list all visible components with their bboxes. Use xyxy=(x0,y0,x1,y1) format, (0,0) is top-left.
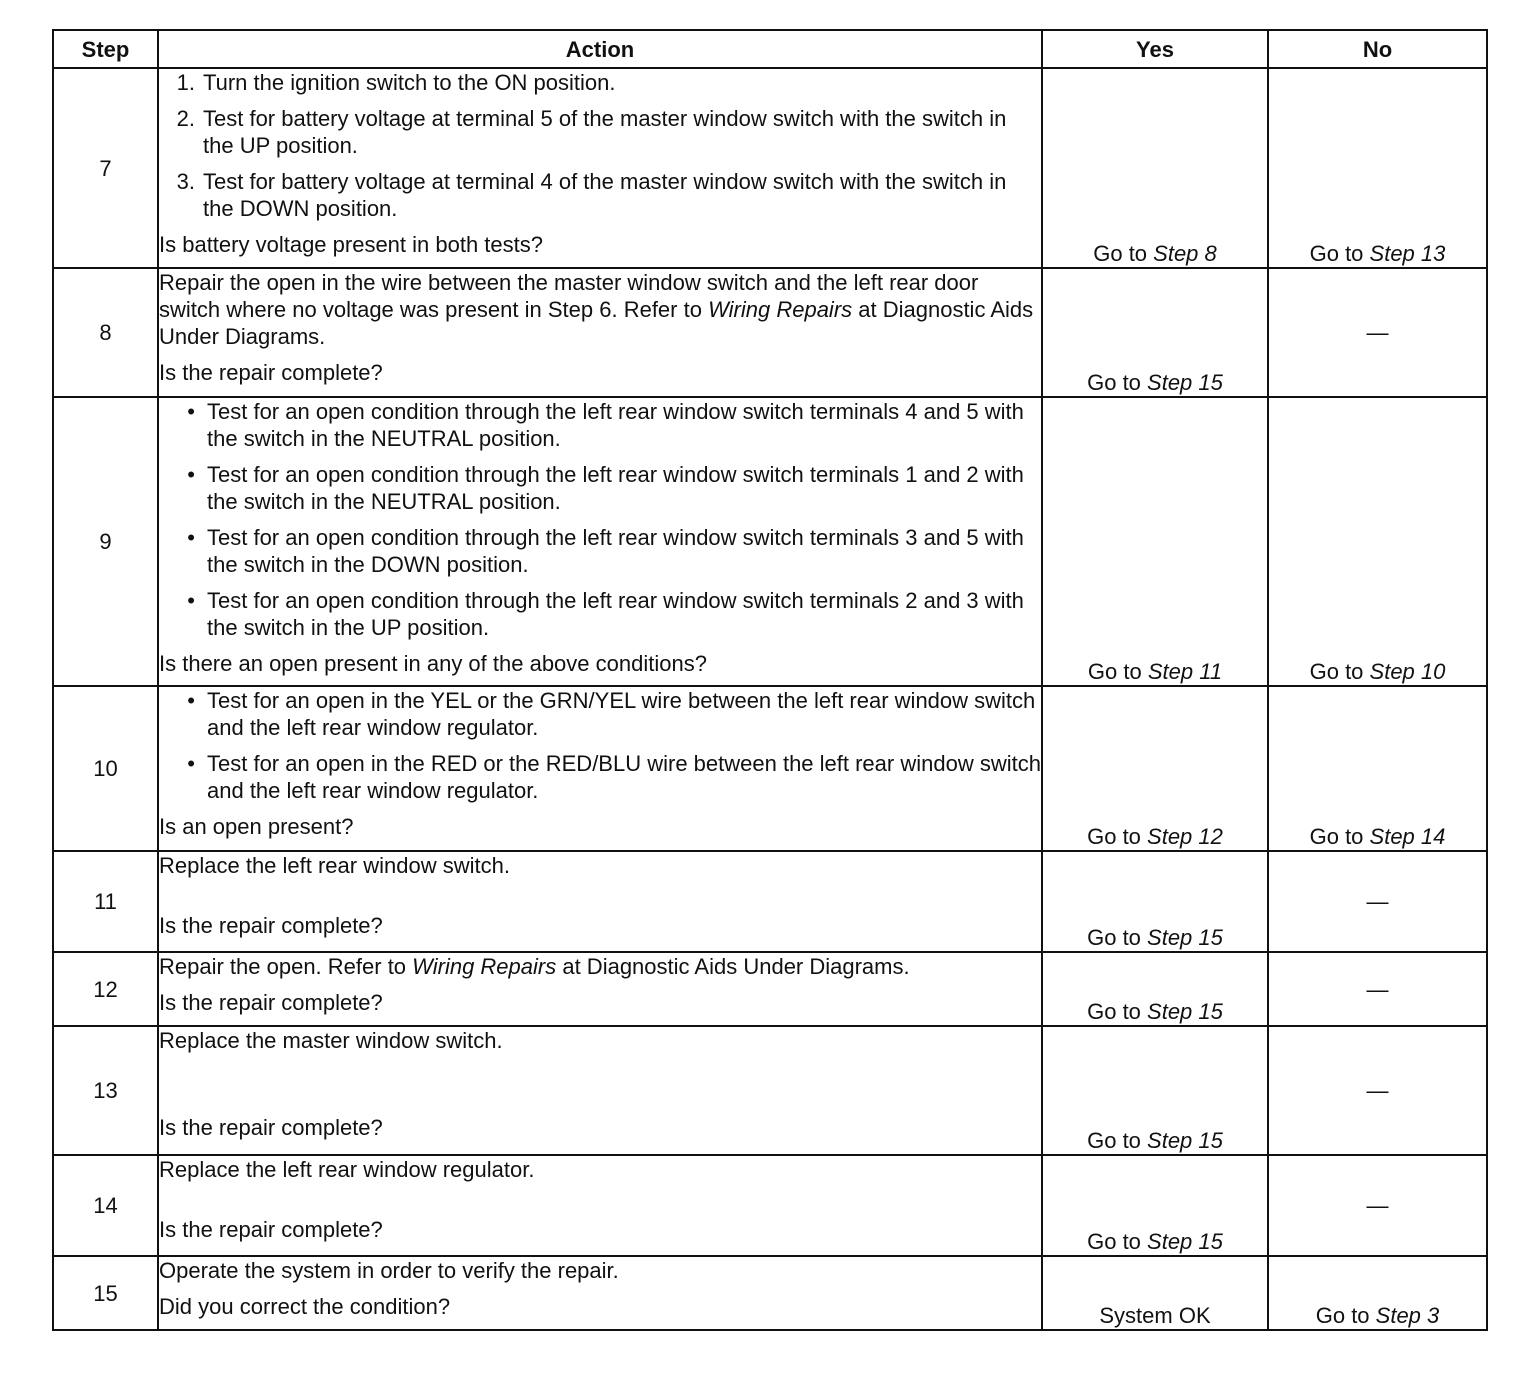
yes-cell xyxy=(1042,268,1268,397)
list-item-text: Turn the ignition switch to the ON position. xyxy=(203,70,616,95)
no-cell: — xyxy=(1268,952,1487,1026)
list-item xyxy=(159,105,1041,159)
list-marker: 2. xyxy=(176,106,195,131)
list-item xyxy=(159,461,1041,515)
table-row xyxy=(53,268,1487,397)
bullet-marker: • xyxy=(187,525,195,550)
action-cell xyxy=(158,851,1042,952)
question-text: Did you correct the condition? xyxy=(159,1294,451,1319)
step-number: 10 xyxy=(53,686,158,851)
action-paragraph: Replace the left rear window switch. xyxy=(159,853,510,878)
goto-prefix: Go to xyxy=(1087,659,1148,684)
table-row xyxy=(53,397,1487,686)
goto-prefix: Go to xyxy=(1315,1303,1376,1328)
list-item xyxy=(159,398,1041,452)
reference-title: Wiring Repairs xyxy=(412,954,557,979)
header-action: Action xyxy=(158,30,1042,68)
step-number: 8 xyxy=(53,268,158,397)
list-item-text: Test for battery voltage at terminal 4 of the master window switch with the switch in the DOWN position. xyxy=(203,169,1007,221)
list-item-text: Test for an open condition through the left rear window switch terminals 3 and 5 with the switch in the DOWN position. xyxy=(207,525,1024,577)
step-number: 11 xyxy=(53,851,158,952)
step-number: 15 xyxy=(53,1256,158,1330)
question-text: Is the repair complete? xyxy=(159,360,383,385)
question-text: Is an open present? xyxy=(159,814,354,839)
step-reference: Step 3 xyxy=(1375,1303,1440,1328)
step-reference: Step 15 xyxy=(1147,1128,1223,1153)
question-text: Is the repair complete? xyxy=(159,913,383,938)
table-row xyxy=(53,68,1487,268)
question-text: Is there an open present in any of the above conditions? xyxy=(159,651,707,676)
action-cell xyxy=(158,686,1042,851)
step-reference: Step 13 xyxy=(1369,241,1446,266)
step-reference: Step 15 xyxy=(1147,1229,1223,1254)
question-text: Is the repair complete? xyxy=(159,1115,383,1140)
yes-cell xyxy=(1042,686,1268,851)
list-item-text: Test for an open in the YEL or the GRN/YEL wire between the left rear window switch and the left rear window regulator. xyxy=(207,688,1036,740)
step-reference: Step 10 xyxy=(1369,659,1446,684)
step-reference: Step 12 xyxy=(1147,824,1223,849)
bullet-marker: • xyxy=(187,751,195,776)
bullet-marker: • xyxy=(187,462,195,487)
reference-title: Wiring Repairs xyxy=(708,297,853,322)
paragraph-text: at Diagnostic Aids Under Diagrams. xyxy=(159,297,1034,349)
yes-cell xyxy=(1042,1155,1268,1256)
diagnostic-table xyxy=(52,29,1488,1331)
step-number: 9 xyxy=(53,397,158,686)
table-row xyxy=(53,952,1487,1026)
goto-prefix: Go to xyxy=(1093,241,1154,266)
list-item xyxy=(159,69,1041,96)
action-cell xyxy=(158,397,1042,686)
no-cell xyxy=(1268,1256,1487,1330)
table-row xyxy=(53,1155,1487,1256)
no-cell: — xyxy=(1268,1155,1487,1256)
goto-prefix: Go to xyxy=(1087,1128,1148,1153)
paragraph-text: Repair the open in the wire between the master window switch and the left rear door switch where no voltage was present in Step 6. Refer to xyxy=(159,270,979,322)
list-item xyxy=(159,168,1041,222)
bullet-marker: • xyxy=(187,399,195,424)
goto-prefix: Go to xyxy=(1087,370,1148,395)
action-cell xyxy=(158,1155,1042,1256)
list-item-text: Test for battery voltage at terminal 5 of the master window switch with the switch in the UP position. xyxy=(203,106,1007,158)
no-cell xyxy=(1268,686,1487,851)
action-cell xyxy=(158,952,1042,1026)
list-item xyxy=(159,524,1041,578)
step-reference: Step 15 xyxy=(1147,999,1223,1024)
step-number: 7 xyxy=(53,68,158,268)
table-row xyxy=(53,686,1487,851)
step-reference: Step 8 xyxy=(1153,241,1217,266)
yes-cell xyxy=(1042,397,1268,686)
yes-cell: System OK xyxy=(1042,1256,1268,1330)
list-marker: 3. xyxy=(176,169,195,194)
list-item xyxy=(159,687,1041,741)
action-paragraph xyxy=(159,269,1041,350)
goto-prefix: Go to xyxy=(1087,1229,1148,1254)
goto-prefix: Go to xyxy=(1309,241,1370,266)
action-paragraph xyxy=(159,953,1041,980)
header-step: Step xyxy=(53,30,158,68)
list-item-text: Test for an open condition through the left rear window switch terminals 2 and 3 with the switch in the UP position. xyxy=(207,588,1024,640)
list-marker: 1. xyxy=(176,70,195,95)
action-cell xyxy=(158,1256,1042,1330)
bullet-marker: • xyxy=(187,588,195,613)
goto-prefix: Go to xyxy=(1309,824,1370,849)
question-text: Is battery voltage present in both tests? xyxy=(159,232,544,257)
action-paragraph: Replace the master window switch. xyxy=(159,1028,503,1053)
yes-cell xyxy=(1042,1026,1268,1155)
goto-prefix: Go to xyxy=(1087,824,1148,849)
step-reference: Step 15 xyxy=(1147,925,1223,950)
yes-cell xyxy=(1042,952,1268,1026)
step-number: 13 xyxy=(53,1026,158,1155)
goto-prefix: Go to xyxy=(1087,999,1148,1024)
table-row xyxy=(53,1026,1487,1155)
paragraph-text: Repair the open. Refer to xyxy=(159,954,413,979)
list-item xyxy=(159,587,1041,641)
action-cell xyxy=(158,268,1042,397)
step-number: 12 xyxy=(53,952,158,1026)
list-item-text: Test for an open condition through the left rear window switch terminals 1 and 2 with the switch in the NEUTRAL position. xyxy=(207,462,1024,514)
paragraph-text: at Diagnostic Aids Under Diagrams. xyxy=(556,954,910,979)
no-cell xyxy=(1268,68,1487,268)
bullet-marker: • xyxy=(187,688,195,713)
question-text: Is the repair complete? xyxy=(159,990,383,1015)
no-cell: — xyxy=(1268,1026,1487,1155)
step-number: 14 xyxy=(53,1155,158,1256)
yes-cell xyxy=(1042,851,1268,952)
table-row xyxy=(53,1256,1487,1330)
list-item xyxy=(159,750,1041,804)
step-reference: Step 15 xyxy=(1147,370,1223,395)
step-reference: Step 14 xyxy=(1369,824,1446,849)
action-cell xyxy=(158,1026,1042,1155)
no-cell xyxy=(1268,397,1487,686)
question-text: Is the repair complete? xyxy=(159,1217,383,1242)
action-paragraph: Replace the left rear window regulator. xyxy=(159,1157,535,1182)
goto-prefix: Go to xyxy=(1087,925,1148,950)
header-no: No xyxy=(1268,30,1487,68)
no-cell: — xyxy=(1268,851,1487,952)
header-row xyxy=(53,30,1487,68)
action-cell xyxy=(158,68,1042,268)
goto-prefix: Go to xyxy=(1309,659,1370,684)
table-row xyxy=(53,851,1487,952)
action-paragraph: Operate the system in order to verify the repair. xyxy=(159,1258,619,1283)
header-yes: Yes xyxy=(1042,30,1268,68)
list-item-text: Test for an open in the RED or the RED/BLU wire between the left rear window switch and the left rear window regulator. xyxy=(207,751,1041,803)
yes-cell xyxy=(1042,68,1268,268)
step-reference: Step 11 xyxy=(1147,659,1223,684)
no-cell: — xyxy=(1268,268,1487,397)
list-item-text: Test for an open condition through the left rear window switch terminals 4 and 5 with the switch in the NEUTRAL position. xyxy=(207,399,1024,451)
